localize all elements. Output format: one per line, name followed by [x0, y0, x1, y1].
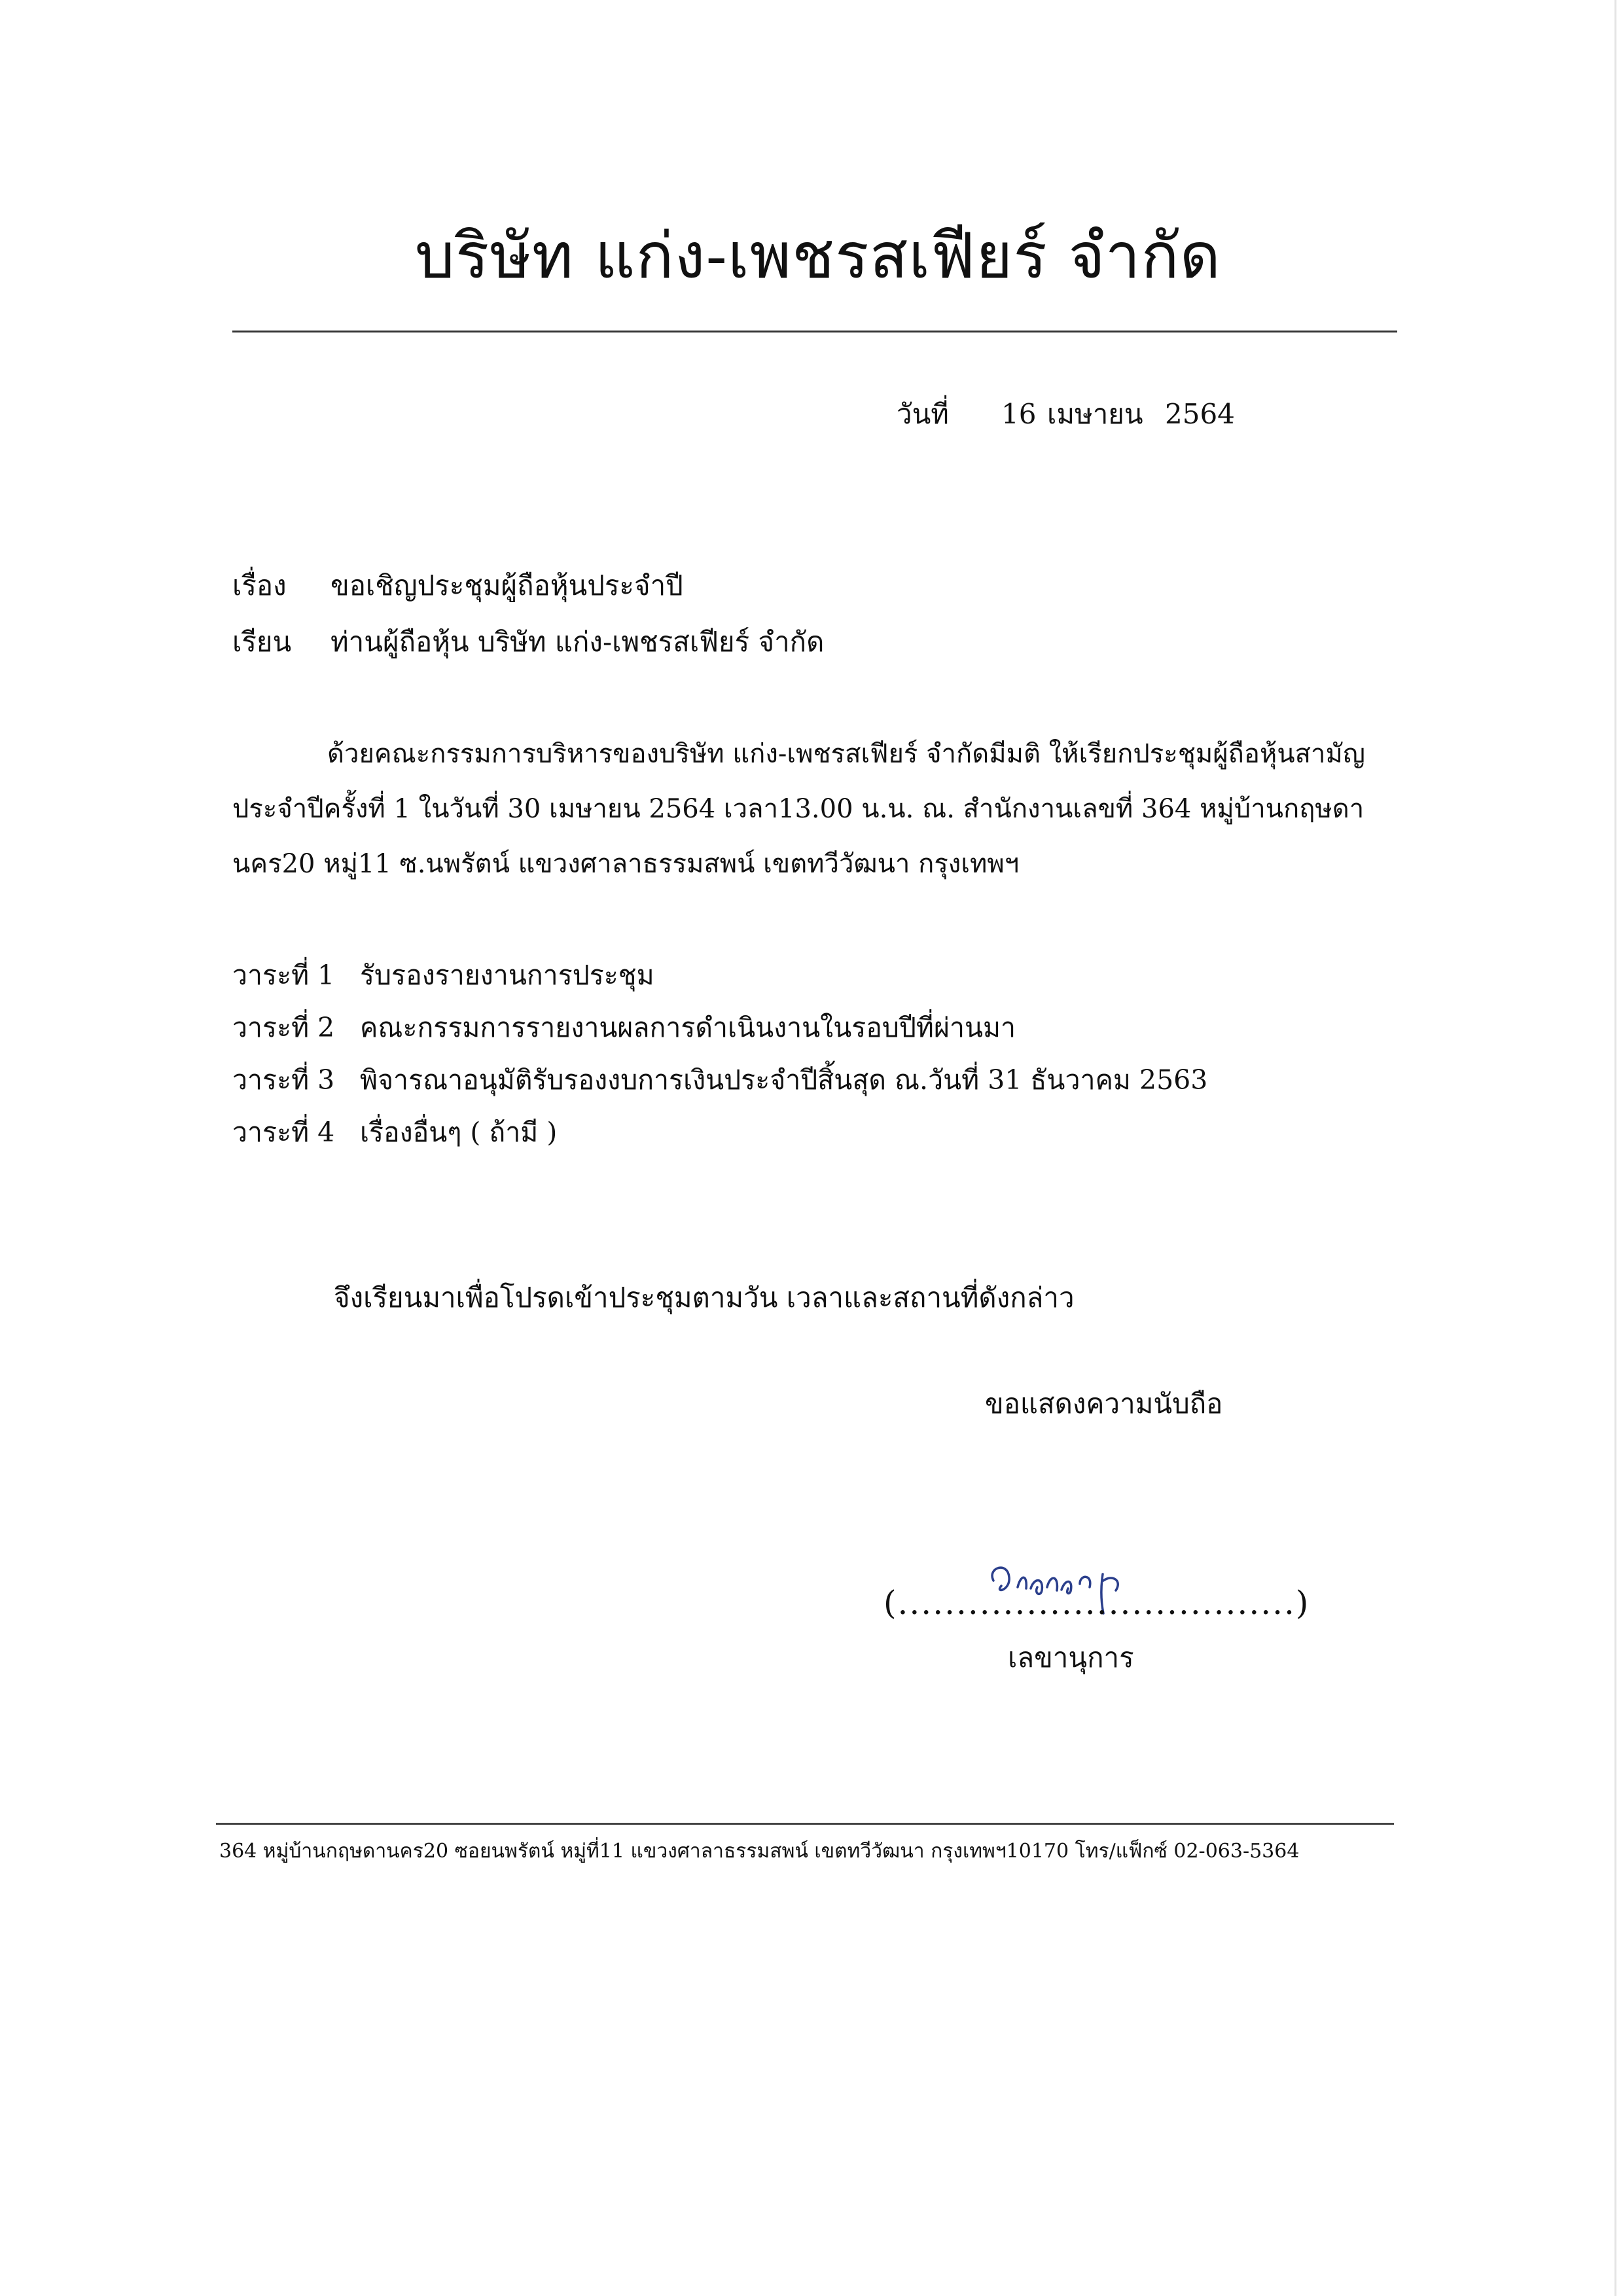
recipient-label: เรียน — [232, 626, 292, 658]
signer-title: เลขานุการ — [1008, 1641, 1134, 1674]
agenda-item — [232, 949, 1207, 1001]
scan-edge-line — [1614, 0, 1616, 2296]
signature-line: (..................................) — [883, 1584, 1310, 1622]
letter-date — [897, 393, 1235, 436]
agenda-item — [232, 1106, 1207, 1158]
date-label: วันที่ — [897, 398, 949, 430]
date-month: เมษายน — [1047, 398, 1143, 430]
agenda-list — [232, 949, 1207, 1158]
agenda-number: วาระที่ 3 — [232, 1064, 335, 1096]
subject-row — [232, 564, 683, 607]
agenda-number: วาระที่ 1 — [232, 960, 335, 991]
agenda-text: พิจารณาอนุมัติรับรองงบการเงินประจำปีสิ้นสุด ณ.วันที่ 31 ธันวาคม 2563 — [360, 1064, 1208, 1096]
agenda-item — [232, 1054, 1207, 1106]
agenda-number: วาระที่ 4 — [232, 1117, 335, 1148]
agenda-text: เรื่องอื่นๆ ( ถ้ามี ) — [360, 1117, 558, 1148]
agenda-text: รับรองรายงานการประชุม — [360, 960, 654, 991]
agenda-number: วาระที่ 2 — [232, 1012, 335, 1043]
closing-text: จึงเรียนมาเพื่อโปรดเข้าประชุมตามวัน เวลาและสถานที่ดังกล่าว — [334, 1282, 1075, 1314]
recipient-value: ท่านผู้ถือหุ้น บริษัท แก่ง-เพชรสเฟียร์ จำกัด — [330, 626, 825, 658]
agenda-item — [232, 1001, 1207, 1054]
body-paragraph: ด้วยคณะกรรมการบริหารของบริษัท แก่ง-เพชรสเฟียร์ จำกัดมีมติ ให้เรียกประชุมผู้ถือหุ้นสามัญประจำปีครั้งที่ 1 ในวันที่ 30 เมษายน 2564 เวลา13.00 น.น. ณ. สำนักงานเลขที่ 364 หมู่บ้านกฤษดานคร20 หมู่11 ซ.นพรัตน์ แขวงศาลาธรรมสพน์ เขตทวีวัฒนา กรุงเทพฯ — [232, 739, 1365, 879]
date-day: 16 — [1001, 398, 1037, 430]
footer-address: 364 หมู่บ้านกฤษดานคร20 ซอยนพรัตน์ หมู่ที่11 แขวงศาลาธรรมสพน์ เขตทวีวัฒนา กรุงเทพฯ10170 โทร/แฟ็กซ์ 02-063-5364 — [219, 1840, 1300, 1863]
header-divider — [232, 331, 1397, 332]
subject-label: เรื่อง — [232, 569, 287, 601]
footer-divider — [216, 1823, 1394, 1825]
agenda-text: คณะกรรมการรายงานผลการดำเนินงานในรอบปีที่ผ่านมา — [360, 1012, 1016, 1043]
subject-value: ขอเชิญประชุมผู้ถือหุ้นประจำปี — [330, 569, 683, 601]
company-title: บริษัท แก่ง-เพชรสเฟียร์ จำกัด — [414, 219, 1222, 293]
regards-text: ขอแสดงความนับถือ — [985, 1388, 1223, 1420]
date-year: 2564 — [1165, 398, 1235, 430]
recipient-row — [232, 620, 824, 664]
